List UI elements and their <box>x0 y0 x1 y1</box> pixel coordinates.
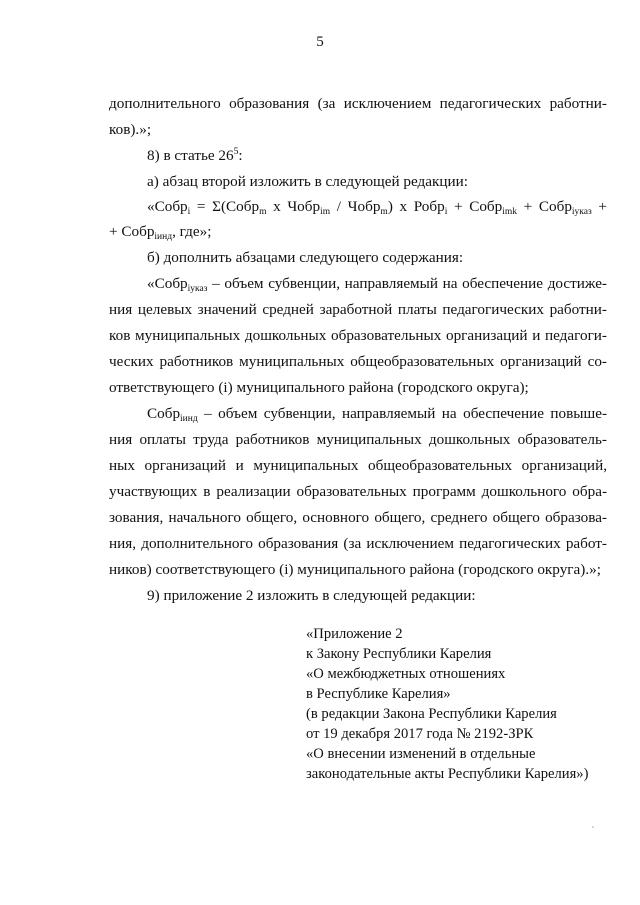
paragraph-line: «Собр$_{iуказ}$ – объем субвенции, направляемый на обеспечение достиже- <box>147 275 607 294</box>
paragraph-line: ников) соответствующего (i) муниципального района (городского округа).»; <box>109 561 601 578</box>
appendix-line: законодательные акты Республики Карелия») <box>306 766 589 782</box>
page-number: 5 <box>316 34 324 50</box>
paragraph-line: ния оплаты труда работников муниципальных дошкольных образователь- <box>109 431 607 448</box>
appendix-line: в Республике Карелия» <box>306 686 451 702</box>
paragraph-line: Собр$_{iинд}$ – объем субвенции, направляемый на обеспечение повыше- <box>147 405 607 424</box>
text-line: дополнительного образования (за исключением педагогических работни- <box>109 95 607 112</box>
appendix-line: «Приложение 2 <box>306 626 403 642</box>
paragraph-line: участвующих в реализации образовательных программ дошкольного обра- <box>109 483 607 500</box>
appendix-line: «О межбюджетных отношениях <box>306 666 506 682</box>
paragraph-line: ния, дополнительного образования (за исключением педагогических работ- <box>109 535 607 552</box>
formula-line: «Собр$_i$ = Σ(Собр$_m$ x Чобр$_{im}$ / Чобр$_m$) x Робр$_i$ + Собр$_{imk}$ + Собр$_{iуказ}$ + <box>147 198 607 217</box>
paragraph-line: ков муниципальных дошкольных образовательных организаций и педагоги- <box>109 327 607 344</box>
appendix-line: (в редакции Закона Республики Карелия <box>306 706 557 722</box>
paragraph-line: ных организаций и муниципальных общеобразовательных организаций, <box>109 457 607 474</box>
formula-continuation: + Собр$_{iинд}$, где»; <box>109 223 212 242</box>
list-item-8: 8) в статье $26^5$: <box>147 147 243 164</box>
paragraph-line: ния целевых значений средней заработной платы педагогических работни- <box>109 301 607 318</box>
paragraph-line: зования, начального общего, основного общего, среднего общего образова- <box>109 509 607 526</box>
list-item-8b: б) дополнить абзацами следующего содержания: <box>147 249 464 266</box>
appendix-line: к Закону Республики Карелия <box>306 646 492 662</box>
appendix-line: от 19 декабря 2017 года № 2192-ЗРК <box>306 726 534 742</box>
appendix-header <box>306 624 588 784</box>
appendix-line: «О внесении изменений в отдельные <box>306 746 536 762</box>
scan-speck <box>592 826 594 828</box>
paragraph-line: ческих работников муниципальных общеобразовательных организаций со- <box>109 353 607 370</box>
list-item-8a: а) абзац второй изложить в следующей редакции: <box>147 173 469 190</box>
text-line: ков).»; <box>109 121 152 138</box>
paragraph-line: ответствующего (i) муниципального района (городского округа); <box>109 379 529 396</box>
list-item-9: 9) приложение 2 изложить в следующей редакции: <box>147 587 476 604</box>
